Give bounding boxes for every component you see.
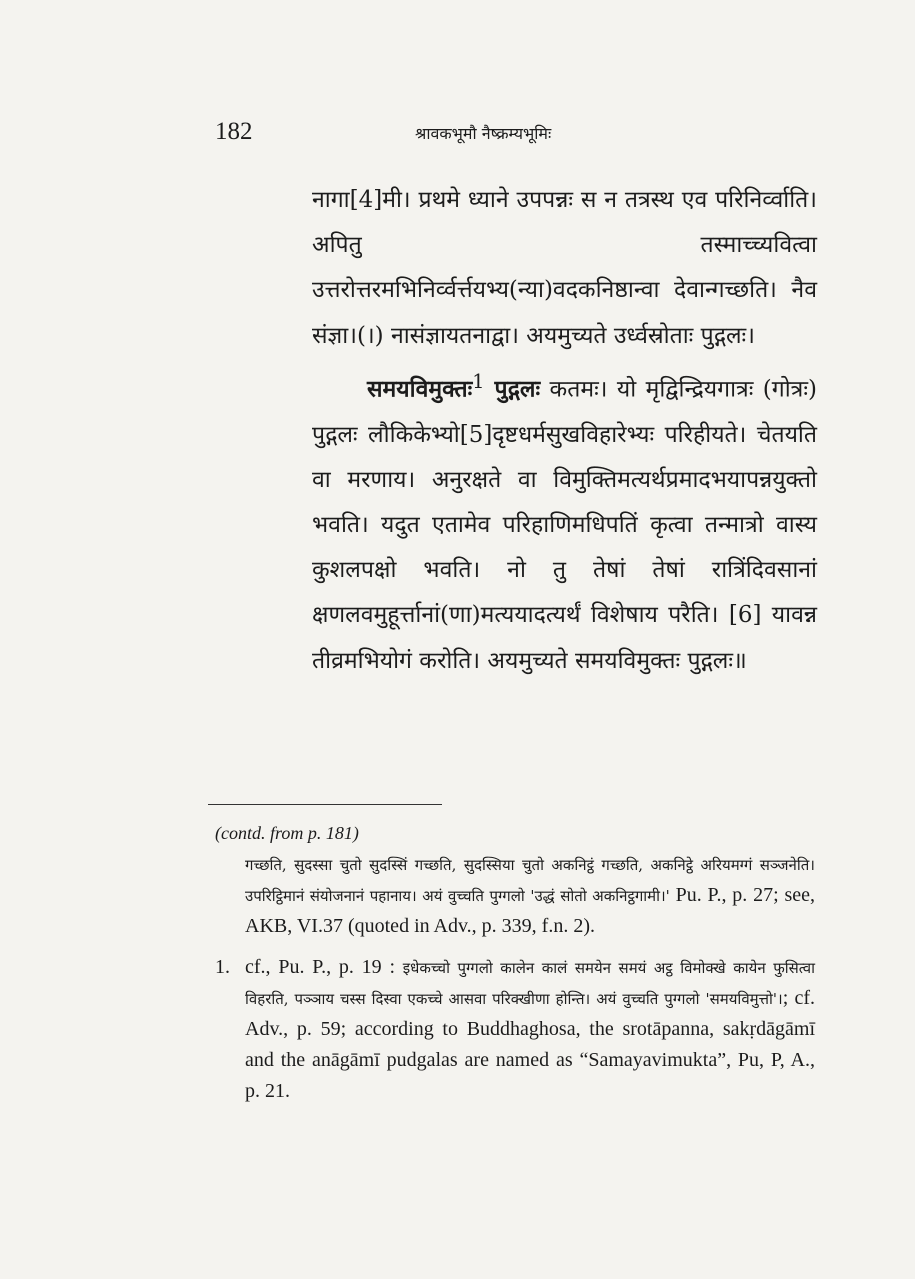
footnotes bbox=[215, 820, 815, 1107]
citation: Pu. P., p. 27; see, AKB, VI.37 (quoted in Adv., p. 339, f.n. 2). bbox=[245, 884, 815, 937]
footnote-divider bbox=[208, 804, 442, 805]
citation: cf., Pu. P., p. 19 : bbox=[245, 956, 403, 978]
footnote-number: 1. bbox=[215, 956, 230, 978]
footnote-continued-label: (contd. from p. 181) bbox=[215, 823, 359, 843]
footnote-marker: 1 bbox=[472, 369, 485, 393]
page-header bbox=[215, 118, 815, 148]
term-heading: समयविमुक्तः bbox=[367, 375, 473, 403]
footnote-continued-body bbox=[245, 850, 815, 942]
main-text bbox=[312, 178, 817, 684]
paragraph-urdhvasrotas: नागा[4]मी। प्रथमे ध्याने उपपन्नः स न तत्रस्थ एव परिनिर्व्वाति। अपितु तस्माच्च्यवित्वा उत्तरोत्तरमभिनिर्व्वर्त्तयभ्य(न्या)वदकनिष्ठान्वा देवान्गच्छति। नैव संज्ञा।(।) नासंज्ञायतनाद्वा। अयमुच्यते उर्ध्वस्रोताः पुद्गलः। bbox=[312, 187, 817, 349]
pali-quote: इधेकच्चो पुग्गलो कालेन कालं समयेन समयं अट्ठ विमोक्खे कायेन फुसित्वा विहरति, पञ्ञाय चस्स दिस्वा एकच्चे आसवा परिक्खीणा होन्ति। अयं वुच्चति पुग्गलो 'समयविमुत्तो'। bbox=[245, 959, 815, 1008]
term-heading-pudgala: पुद्गलः bbox=[484, 375, 541, 403]
running-title: श्रावकभूमौ नैष्क्रम्यभूमिः bbox=[415, 124, 552, 143]
citation-note: ; cf. Adv., p. 59; according to Buddhaghosa, the srotāpanna, sakṛdāgāmī and the anāgāmī pudgalas are named as “Samayavimukta”, Pu, P, A., p. 21. bbox=[245, 987, 815, 1102]
paragraph-samayavimukta bbox=[312, 359, 817, 684]
footnote-1 bbox=[215, 952, 815, 1107]
paragraph-body: कतमः। यो मृद्विन्द्रियगात्रः (गोत्रः) पुद्गलः लौकिकेभ्यो[5]दृष्टधर्मसुखविहारेभ्यः परिहीयते। चेतयति वा मरणाय। अनुरक्षते वा विमुक्तिमत्यर्थप्रमादभयापन्नयुक्तो भवति। यदुत एतामेव परिहाणिमधिपतिं कृत्वा तन्मात्रो वास्य कुशलपक्षो भवति। नो तु तेषां तेषां रात्रिंदिवसानां क्षणलवमुहूर्त्तानां(णा)मत्ययादत्यर्थं विशेषाय परैति। [6] यावन्न तीव्रमभियोगं करोति। अयमुच्यते समयविमुक्तः पुद्गलः॥ bbox=[312, 376, 817, 674]
page-number: 182 bbox=[215, 118, 253, 145]
pali-quote: गच्छति, सुदस्सा चुतो सुदस्सिं गच्छति, सुदस्सिया चुतो अकनिट्ठं गच्छति, अकनिट्ठे अरियमग्गं सञ्जनेति। उपरिट्ठिमानं संयोजनानं पहानाय। अयं वुच्चति पुग्गलो 'उद्धं सोतो अकनिट्ठगामी।' bbox=[245, 856, 815, 905]
footnote-1-body bbox=[245, 952, 815, 1107]
